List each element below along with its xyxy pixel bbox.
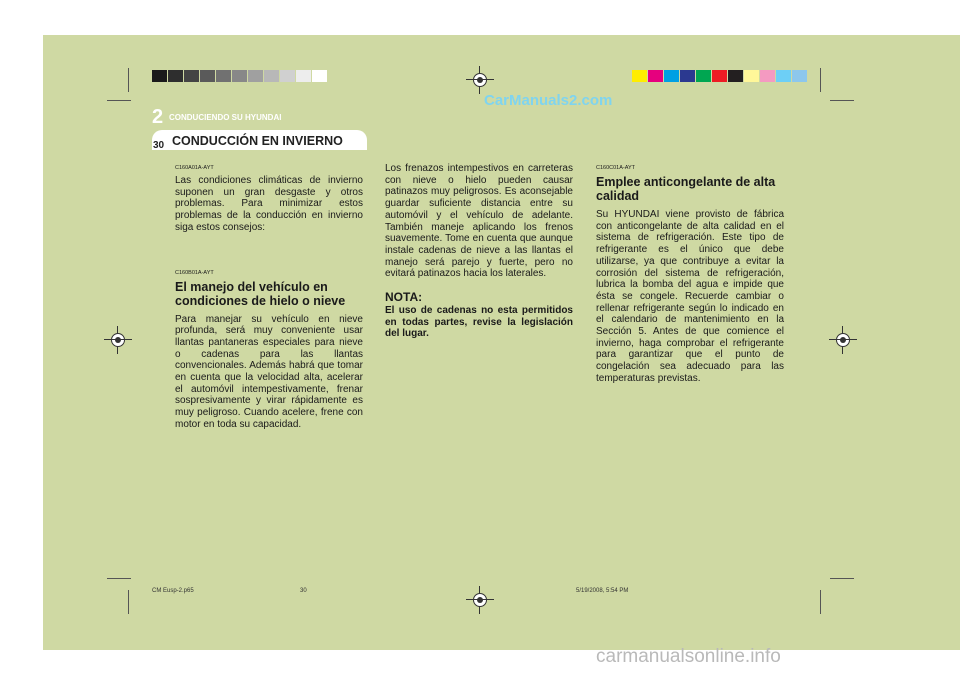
section-heading: El manejo del vehículo en condiciones de hielo o nieve [175,279,346,308]
color-swatch [168,70,183,82]
page-number: 30 [153,140,165,151]
crop-mark [107,578,131,579]
registration-mark-icon [470,70,490,90]
chapter-title: CONDUCIENDO SU HYUNDAI [169,113,282,122]
gray-color-bar [152,70,328,82]
crop-mark [830,578,854,579]
crop-mark [820,68,821,92]
footer-date: 5/19/2008, 5:54 PM [576,588,629,594]
color-swatch [312,70,327,82]
column-right [596,165,784,385]
color-swatch [232,70,247,82]
section-code: C160B01A-AYT [175,269,214,276]
registration-mark-icon [470,590,490,610]
footer-page: 30 [300,588,307,594]
color-swatch [760,70,775,82]
color-swatch [200,70,215,82]
section-code: C160A01A-AYT [175,165,214,171]
intro-paragraph: Las condiciones climáticas de invierno suponen un gran desgaste y otros problemas. Para minimizar estos problemas de la conducción en invierno siga estos consejos: [175,175,363,233]
section-heading: Emplee anticongelante de alta calidad [596,175,776,203]
registration-mark-icon [108,330,128,350]
color-swatch [248,70,263,82]
color-swatch [648,70,663,82]
crop-mark [128,68,129,92]
column-left [175,165,363,431]
body-paragraph: Para manejar su vehículo en nieve profunda, será muy conveniente usar llantas pantaneras especiales para nieve o cadenas para las llantas convencionales. Además habrá que tomar en cuenta que la velocidad alta, acelerar el automóvil intempestivamente, frenar sospresivamente y virar rápidamente es muy peligroso. Cuando acelere, frene con motor en toda su capacidad. [175,313,363,430]
section-title: CONDUCCIÓN EN INVIERNO [172,134,343,148]
color-swatch [792,70,807,82]
crop-mark [830,100,854,101]
color-swatch [728,70,743,82]
watermark-top[interactable]: CarManuals2.com [484,92,613,109]
footer-file: CM Eusp-2.p65 [152,588,194,594]
color-swatch [296,70,311,82]
process-color-bar [632,70,808,82]
registration-mark-icon [833,330,853,350]
note-label: NOTA: [385,290,423,305]
color-swatch [680,70,695,82]
body-paragraph: Su HYUNDAI viene provisto de fábrica con anticongelante de alta calidad en el sistema de refrigeración. Este tipo de refrigerante es el único que debe utilizarse, ya que contribuye a evitar la corrosión del sistema de refrigeración, lubrica la bomba del agua e impide que ésta se congele. Recuerde cambiar o rellenar refrigerante según lo indicado en el calendario de mantenimiento en la Sección 5. Antes de que comience el invierno, haga comprobar el refrigerante para garantizar que el punto de congelación sea adecuado para las temperaturas previstas. [596,209,784,384]
section-code: C160C01A-AYT [596,165,636,171]
chapter-number: 2 [152,106,164,128]
note-text: El uso de cadenas no esta permitidos en todas partes, revise la legislación del lugar. [385,305,573,340]
watermark-bottom[interactable]: carmanualsonline.info [596,646,781,667]
crop-mark [820,590,821,614]
color-swatch [632,70,647,82]
crop-mark [107,100,131,101]
color-swatch [184,70,199,82]
color-swatch [744,70,759,82]
color-swatch [264,70,279,82]
color-swatch [696,70,711,82]
color-swatch [216,70,231,82]
color-swatch [664,70,679,82]
color-swatch [152,70,167,82]
color-swatch [280,70,295,82]
crop-mark [128,590,129,614]
body-paragraph: Los frenazos intempestivos en carreteras con nieve o hielo pueden causar patinazos muy peligrosos. Es aconsejable guardar suficiente distancia entre su automóvil y el vehículo de adelante. También maneje aplicando los frenos suavemente. Tome en cuenta que aunque instale cadenas de nieve a las llantas el manejo será parejo y fuerte, pero no evitará patinazos hacia los laterales. [385,163,573,280]
color-swatch [776,70,791,82]
color-swatch [712,70,727,82]
column-middle [385,163,573,340]
